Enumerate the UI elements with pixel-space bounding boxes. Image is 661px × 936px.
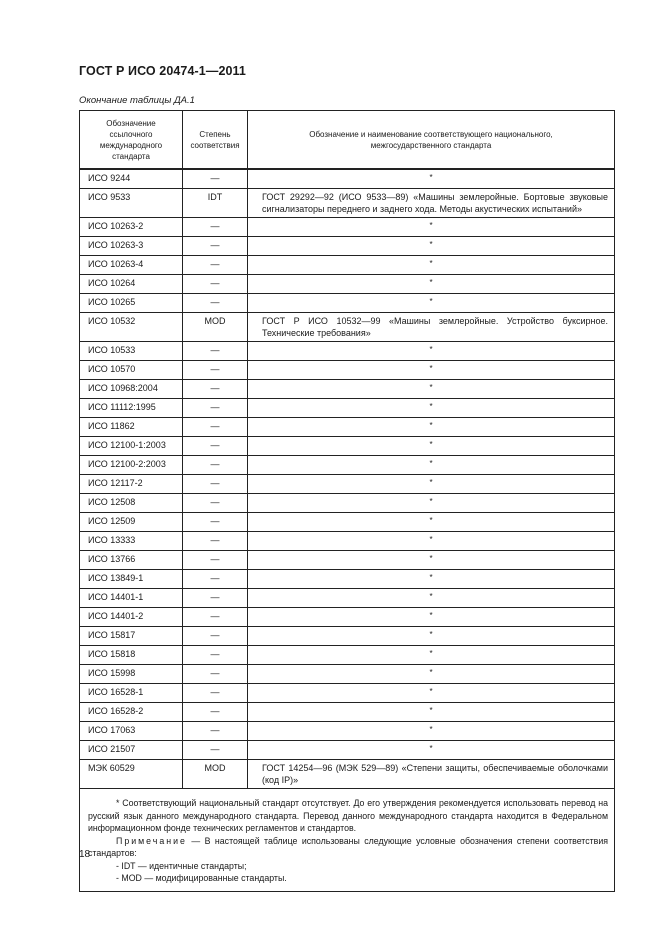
- cell-intl-standard: ИСО 13849-1: [80, 570, 183, 589]
- table-header-row: [80, 111, 615, 170]
- cell-intl-standard: ИСО 13766: [80, 551, 183, 570]
- table-row: [80, 608, 615, 627]
- cell-degree: —: [183, 456, 248, 475]
- table-row: [80, 313, 615, 342]
- table-row: [80, 294, 615, 313]
- table-row: [80, 494, 615, 513]
- cell-national-standard: *: [248, 551, 615, 570]
- cell-degree: —: [183, 570, 248, 589]
- header-national-standard: Обозначение и наименование соответствующего национального, межгосударственного стандарта: [248, 111, 615, 170]
- cell-degree: —: [183, 627, 248, 646]
- cell-intl-standard: ИСО 16528-2: [80, 703, 183, 722]
- cell-intl-standard: ИСО 13333: [80, 532, 183, 551]
- cell-national-standard: *: [248, 418, 615, 437]
- cell-intl-standard: ИСО 14401-1: [80, 589, 183, 608]
- cell-national-standard: *: [248, 294, 615, 313]
- cell-intl-standard: ИСО 10263-4: [80, 256, 183, 275]
- cell-degree: —: [183, 256, 248, 275]
- cell-intl-standard: ИСО 10265: [80, 294, 183, 313]
- table-row: [80, 741, 615, 760]
- notes-cell: [80, 789, 615, 892]
- note: [88, 835, 608, 860]
- cell-national-standard: *: [248, 237, 615, 256]
- table-row: [80, 380, 615, 399]
- page-number: 18: [79, 849, 91, 860]
- header-degree: Степень соответствия: [183, 111, 248, 170]
- cell-intl-standard: ИСО 11862: [80, 418, 183, 437]
- table-row: [80, 189, 615, 218]
- cell-degree: —: [183, 380, 248, 399]
- cell-intl-standard: ИСО 10570: [80, 361, 183, 380]
- cell-national-standard: *: [248, 570, 615, 589]
- cell-national-standard: *: [248, 256, 615, 275]
- table-row: [80, 475, 615, 494]
- document-title: ГОСТ Р ИСО 20474-1—2011: [79, 64, 246, 78]
- cell-national-standard: *: [248, 399, 615, 418]
- cell-intl-standard: МЭК 60529: [80, 760, 183, 789]
- cell-intl-standard: ИСО 15818: [80, 646, 183, 665]
- cell-national-standard: *: [248, 684, 615, 703]
- cell-degree: —: [183, 418, 248, 437]
- cell-degree: MOD: [183, 760, 248, 789]
- table-row: [80, 760, 615, 789]
- cell-national-standard: *: [248, 342, 615, 361]
- cell-degree: —: [183, 437, 248, 456]
- cell-intl-standard: ИСО 10264: [80, 275, 183, 294]
- cell-national-standard: *: [248, 627, 615, 646]
- cell-degree: —: [183, 475, 248, 494]
- cell-degree: —: [183, 494, 248, 513]
- cell-degree: MOD: [183, 313, 248, 342]
- cell-degree: —: [183, 218, 248, 237]
- cell-degree: —: [183, 684, 248, 703]
- cell-degree: —: [183, 703, 248, 722]
- header-intl-standard: Обозначение ссылочного международного стандарта: [80, 111, 183, 170]
- cell-national-standard: *: [248, 361, 615, 380]
- cell-national-standard: *: [248, 722, 615, 741]
- cell-national-standard: *: [248, 741, 615, 760]
- cell-degree: —: [183, 513, 248, 532]
- table-row: [80, 237, 615, 256]
- cell-degree: —: [183, 608, 248, 627]
- cell-national-standard: *: [248, 437, 615, 456]
- cell-national-standard: *: [248, 513, 615, 532]
- cell-national-standard: *: [248, 532, 615, 551]
- cell-intl-standard: ИСО 10263-2: [80, 218, 183, 237]
- cell-degree: —: [183, 741, 248, 760]
- cell-national-standard: *: [248, 275, 615, 294]
- cell-degree: —: [183, 722, 248, 741]
- note-label: Примечание: [116, 835, 187, 846]
- table-row: [80, 418, 615, 437]
- table-row: [80, 399, 615, 418]
- footnote: * Соответствующий национальный стандарт отсутствует. До его утверждения рекомендуется использовать перевод на русский язык данного международного стандарта. Перевод данного международного стандарта находится в Федеральном информационном фонде технических регламентов и стандартов.: [88, 798, 608, 833]
- cell-intl-standard: ИСО 9244: [80, 169, 183, 189]
- table-row: [80, 437, 615, 456]
- table-row: [80, 627, 615, 646]
- table-row: [80, 570, 615, 589]
- cell-intl-standard: ИСО 10532: [80, 313, 183, 342]
- cell-degree: —: [183, 237, 248, 256]
- cell-degree: —: [183, 551, 248, 570]
- table-row: [80, 456, 615, 475]
- reference-table: [79, 110, 615, 892]
- cell-national-standard: *: [248, 494, 615, 513]
- table-row: [80, 169, 615, 189]
- notes-row: [80, 789, 615, 892]
- cell-national-standard: ГОСТ 29292—92 (ИСО 9533—89) «Машины землеройные. Бортовые звуковые сигнализаторы переднего и заднего хода. Методы акустических испытаний»: [248, 189, 615, 218]
- cell-national-standard: *: [248, 589, 615, 608]
- cell-intl-standard: ИСО 11112:1995: [80, 399, 183, 418]
- cell-degree: —: [183, 294, 248, 313]
- cell-degree: —: [183, 361, 248, 380]
- cell-intl-standard: ИСО 15817: [80, 627, 183, 646]
- cell-national-standard: *: [248, 169, 615, 189]
- cell-national-standard: *: [248, 665, 615, 684]
- table-row: [80, 703, 615, 722]
- legend-item-mod: - MOD — модифицированные стандарты.: [116, 873, 287, 883]
- cell-intl-standard: ИСО 10533: [80, 342, 183, 361]
- cell-intl-standard: ИСО 16528-1: [80, 684, 183, 703]
- table-caption: Окончание таблицы ДА.1: [79, 95, 195, 106]
- cell-national-standard: ГОСТ 14254—96 (МЭК 529—89) «Степени защиты, обеспечиваемые оболочками (код IP)»: [248, 760, 615, 789]
- cell-intl-standard: ИСО 12100-1:2003: [80, 437, 183, 456]
- cell-degree: —: [183, 589, 248, 608]
- table-body: [80, 169, 615, 789]
- cell-degree: —: [183, 665, 248, 684]
- cell-national-standard: ГОСТ Р ИСО 10532—99 «Машины землеройные. Устройство буксирное. Технические требования»: [248, 313, 615, 342]
- cell-degree: —: [183, 532, 248, 551]
- table-row: [80, 256, 615, 275]
- cell-intl-standard: ИСО 12508: [80, 494, 183, 513]
- table-row: [80, 275, 615, 294]
- cell-intl-standard: ИСО 21507: [80, 741, 183, 760]
- table-row: [80, 551, 615, 570]
- note-text: — В настоящей таблице использованы следующие условные обозначения степени соответствия стандартов:: [88, 835, 608, 858]
- table-row: [80, 684, 615, 703]
- cell-degree: —: [183, 342, 248, 361]
- cell-degree: —: [183, 399, 248, 418]
- table-row: [80, 218, 615, 237]
- cell-national-standard: *: [248, 218, 615, 237]
- cell-degree: —: [183, 169, 248, 189]
- table-row: [80, 361, 615, 380]
- cell-national-standard: *: [248, 475, 615, 494]
- table-row: [80, 722, 615, 741]
- table-row: [80, 665, 615, 684]
- table-row: [80, 342, 615, 361]
- cell-intl-standard: ИСО 14401-2: [80, 608, 183, 627]
- cell-intl-standard: ИСО 12100-2:2003: [80, 456, 183, 475]
- cell-national-standard: *: [248, 646, 615, 665]
- cell-intl-standard: ИСО 12117-2: [80, 475, 183, 494]
- legend-item-idt: - IDT — идентичные стандарты;: [116, 860, 247, 871]
- table-row: [80, 532, 615, 551]
- cell-national-standard: *: [248, 608, 615, 627]
- table-row: [80, 646, 615, 665]
- cell-intl-standard: ИСО 17063: [80, 722, 183, 741]
- cell-intl-standard: ИСО 10968:2004: [80, 380, 183, 399]
- cell-degree: IDT: [183, 189, 248, 218]
- cell-intl-standard: ИСО 15998: [80, 665, 183, 684]
- cell-national-standard: *: [248, 380, 615, 399]
- cell-degree: —: [183, 646, 248, 665]
- cell-intl-standard: ИСО 9533: [80, 189, 183, 218]
- cell-degree: —: [183, 275, 248, 294]
- cell-national-standard: *: [248, 703, 615, 722]
- table-row: [80, 589, 615, 608]
- cell-intl-standard: ИСО 12509: [80, 513, 183, 532]
- cell-national-standard: *: [248, 456, 615, 475]
- table-row: [80, 513, 615, 532]
- cell-intl-standard: ИСО 10263-3: [80, 237, 183, 256]
